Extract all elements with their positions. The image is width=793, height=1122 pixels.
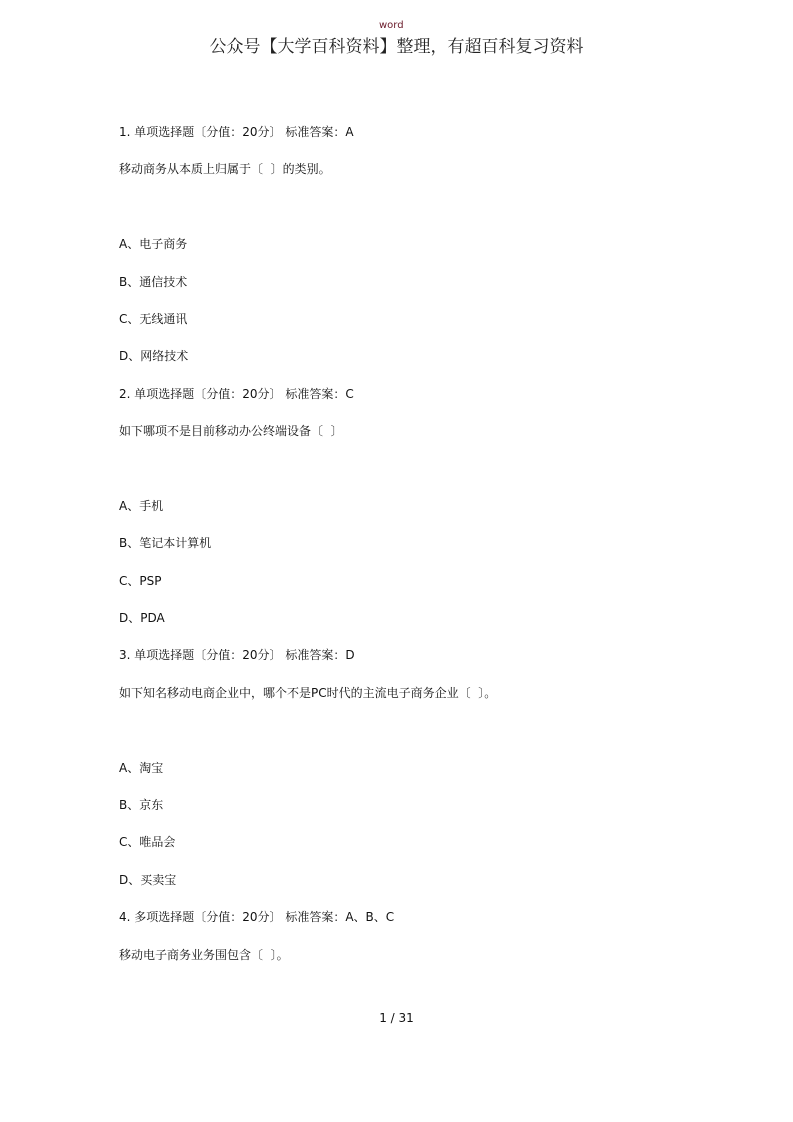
question-title: 1. 单项选择题〔分值：20分〕 标准答案：A bbox=[119, 125, 354, 139]
question-stem: 移动商务从本质上归属于〔 〕的类别。 bbox=[119, 162, 331, 177]
option: A、电子商务 bbox=[119, 237, 188, 252]
question-2 bbox=[119, 376, 496, 638]
option: B、笔记本计算机 bbox=[119, 536, 212, 551]
option: D、网络技术 bbox=[119, 349, 189, 364]
option: D、买卖宝 bbox=[119, 872, 177, 887]
question-stem: 如下哪项不是目前移动办公终端设备〔 〕 bbox=[119, 424, 343, 439]
option: B、京东 bbox=[119, 798, 164, 813]
option: C、无线通讯 bbox=[119, 311, 188, 326]
question-title: 4. 多项选择题〔分值：20分〕 标准答案：A、B、C bbox=[119, 910, 395, 925]
option: B、通信技术 bbox=[119, 274, 188, 289]
question-3 bbox=[119, 637, 496, 899]
word-mark: word bbox=[379, 20, 404, 31]
question-1 bbox=[119, 114, 496, 376]
option: C、唯品会 bbox=[119, 835, 176, 850]
option: C、PSP bbox=[119, 573, 162, 588]
option: A、淘宝 bbox=[119, 760, 164, 775]
question-list bbox=[119, 114, 496, 974]
question-4 bbox=[119, 899, 496, 974]
question-stem: 移动电子商务业务围包含〔 〕。 bbox=[119, 947, 289, 962]
option: A、手机 bbox=[119, 498, 164, 513]
question-title: 3. 单项选择题〔分值：20分〕 标准答案：D bbox=[119, 648, 355, 663]
question-stem: 如下知名移动电商企业中，哪个不是PC时代的主流电子商务企业〔 〕。 bbox=[119, 685, 497, 700]
page-number: 1 / 31 bbox=[379, 1011, 414, 1025]
page-header: 公众号【大学百科资料】整理，有超百科复习资料 bbox=[209, 37, 584, 57]
option: D、PDA bbox=[119, 611, 165, 626]
question-title: 2. 单项选择题〔分值：20分〕 标准答案：C bbox=[119, 386, 354, 401]
